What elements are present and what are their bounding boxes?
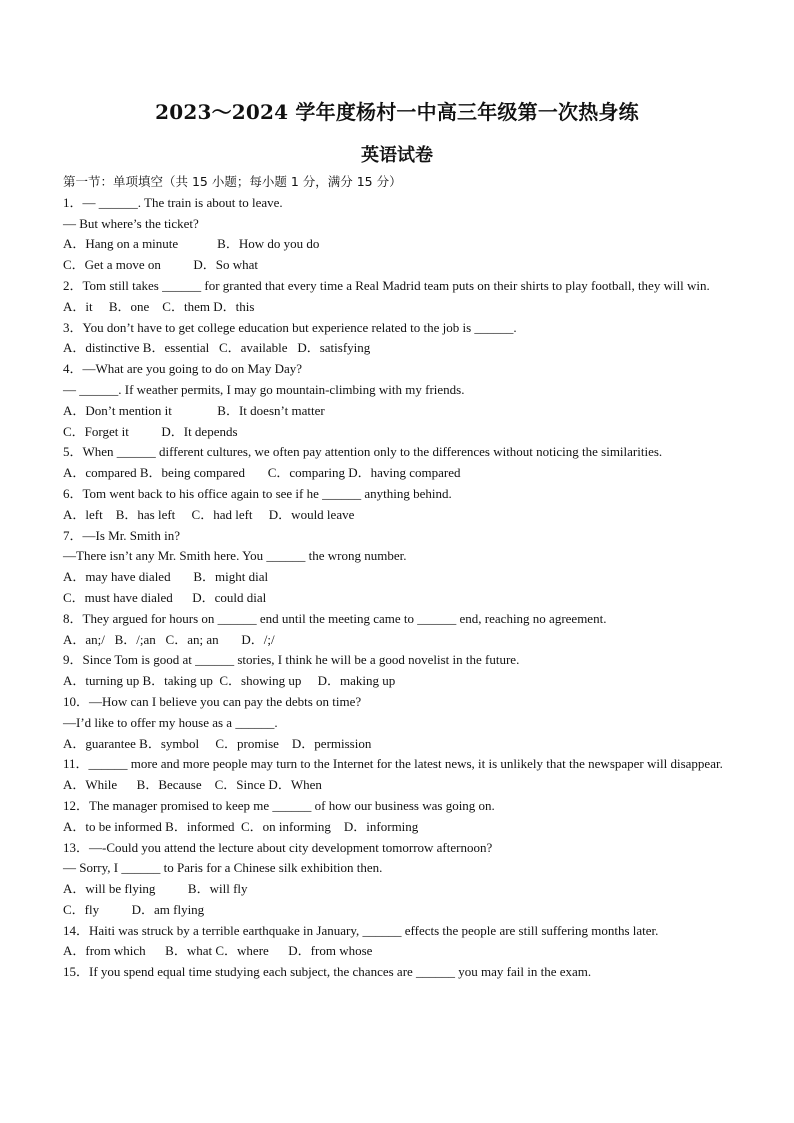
option-line: C．must have dialed D．could dial xyxy=(63,589,267,605)
question-line: 5．When ______ different cultures, we often pay attention only to the differences without noticing the similarities. xyxy=(63,444,663,460)
question-line: — ______. If weather permits, I may go mountain-climbing with my friends. xyxy=(63,381,465,397)
question-line: —I’d like to offer my house as a ______. xyxy=(63,714,278,730)
question-line: 15．If you spend equal time studying each subject, the chances are ______ you may fail in the exam. xyxy=(63,964,592,980)
question-line: 13．—-Could you attend the lecture about city development tomorrow afternoon? xyxy=(63,839,493,855)
page-title: 2023～2024 学年度杨村一中高三年级第一次热身练 xyxy=(155,100,639,124)
section-heading: 第一节：单项填空（共 15 小题；每小题 1 分，满分 15 分） xyxy=(63,174,402,189)
question-line: 12．The manager promised to keep me ______ of how our business was going on. xyxy=(63,797,495,813)
option-line: A．left B．has left C．had left D．would leave xyxy=(63,506,355,522)
question-line: — Sorry, I ______ to Paris for a Chinese silk exhibition then. xyxy=(63,860,383,876)
option-line: A．it B．one C．them D．this xyxy=(63,298,255,314)
question-line: 3．You don’t have to get college education but experience related to the job is ______. xyxy=(63,319,517,335)
page-subtitle: 英语试卷 xyxy=(361,145,433,166)
option-line: A．guarantee B．symbol C．promise D．permission xyxy=(63,735,372,751)
question-line: 4．—What are you going to do on May Day? xyxy=(63,361,303,377)
question-line: 7．—Is Mr. Smith in? xyxy=(63,527,181,543)
option-line: C．Forget it D．It depends xyxy=(63,423,238,439)
question-line: 8．They argued for hours on ______ end until the meeting came to ______ end, reaching no agreement. xyxy=(63,610,607,626)
option-line: A．may have dialed B．might dial xyxy=(63,569,269,585)
question-line: 2．Tom still takes ______ for granted that every time a Real Madrid team puts on their shirts to play football, they will win. xyxy=(63,277,710,293)
option-line: C．fly D．am flying xyxy=(63,901,205,917)
option-line: A．While B．Because C．Since D．When xyxy=(63,777,322,793)
question-list xyxy=(63,172,731,983)
option-line: A．from which B．what C．where D．from whose xyxy=(63,943,373,959)
option-line: C．Get a move on D．So what xyxy=(63,257,258,273)
option-line: A．Don’t mention it B．It doesn’t matter xyxy=(63,402,325,418)
option-line: A．an;/ B．/;an C．an; an D．/;/ xyxy=(63,631,275,647)
question-line: 10．—How can I believe you can pay the debts on time? xyxy=(63,693,362,709)
option-line: A．turning up B．taking up C．showing up D．making up xyxy=(63,673,396,689)
option-line: A．Hang on a minute B．How do you do xyxy=(63,236,320,252)
question-line: 9．Since Tom is good at ______ stories, I think he will be a good novelist in the future. xyxy=(63,652,520,668)
question-line: 14．Haiti was struck by a terrible earthquake in January, ______ effects the people are still suffering months later. xyxy=(63,922,659,938)
question-line: — But where’s the ticket? xyxy=(63,215,199,231)
option-line: A．to be informed B．informed C．on informing D．informing xyxy=(63,818,419,834)
question-line: 6．Tom went back to his office again to see if he ______ anything behind. xyxy=(63,485,452,501)
question-line: 11．______ more and more people may turn to the Internet for the latest news, it is unlikely that the newspaper will disappear. xyxy=(63,756,723,772)
option-line: A．distinctive B．essential C．available D．satisfying xyxy=(63,340,371,356)
question-line: —There isn’t any Mr. Smith here. You ______ the wrong number. xyxy=(63,548,407,564)
question-line: 1．— ______. The train is about to leave. xyxy=(63,194,283,210)
option-line: A．compared B．being compared C．comparing D．having compared xyxy=(63,465,461,481)
option-line: A．will be flying B．will fly xyxy=(63,881,248,897)
